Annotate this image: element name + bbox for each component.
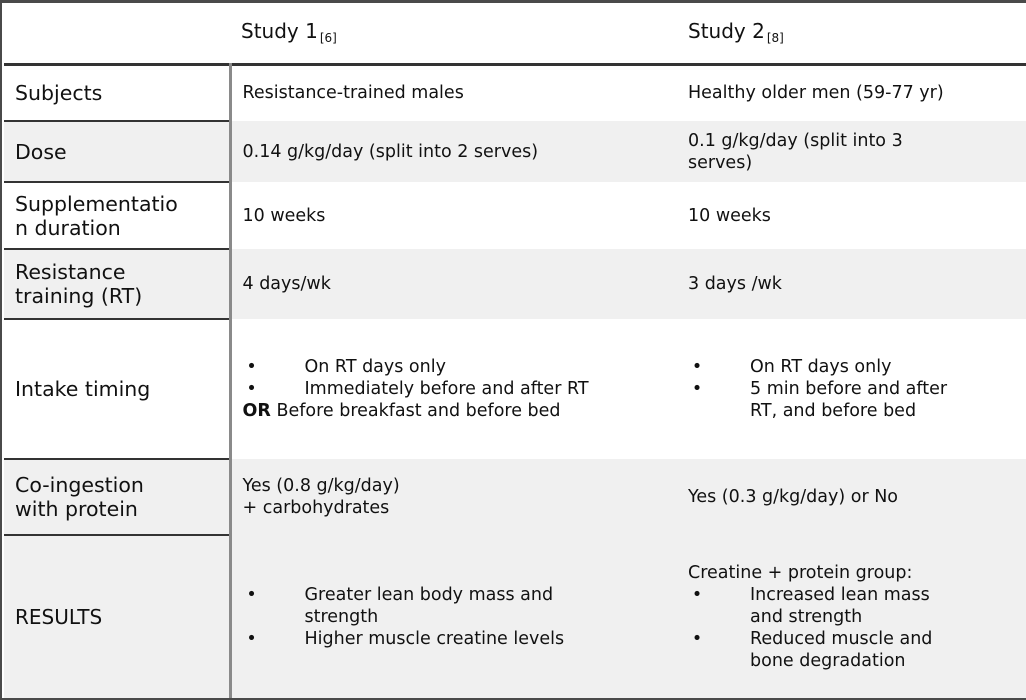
study2-result-1-line1: Increased lean mass [750, 584, 930, 605]
study2-intake-timing [676, 319, 1026, 459]
study1-subjects: Resistance-trained males [242, 83, 464, 104]
table-row-supplementation [4, 182, 1026, 249]
row-label-resistance-training [4, 249, 230, 319]
study2-result-2-line2: bone degradation [750, 650, 906, 671]
row-label-intake-timing: Intake timing [4, 319, 230, 459]
study2-results-list [688, 584, 1024, 672]
study2-intake-item-2-line2: RT, and before bed [750, 401, 917, 421]
list-item [688, 378, 1024, 422]
study1-coingestion [230, 459, 676, 535]
study1-coingestion-line2: + carbohydrates [242, 498, 390, 518]
study1-intake-alternative-text: Before breakfast and before bed [276, 401, 561, 421]
study2-intake-item-1: On RT days only [750, 357, 892, 377]
study2-subjects: Healthy older men (59-77 yr) [688, 83, 944, 104]
study1-supplementation: 10 weeks [242, 205, 326, 226]
study2-resistance-training: 3 days /wk [676, 249, 1026, 319]
bullet-icon: • [246, 357, 257, 377]
coingestion-label-line2: with protein [15, 497, 138, 521]
study1-ref: [6] [319, 30, 337, 45]
table-row-intake-timing [4, 319, 1026, 459]
study2-result-1-line2: and strength [750, 606, 863, 627]
study2-header [676, 6, 1026, 64]
study2-dose [676, 121, 1026, 182]
list-item [243, 584, 673, 628]
row-label-results: RESULTS [4, 535, 230, 698]
list-item [243, 628, 673, 650]
row-label-subjects: Subjects [4, 64, 230, 121]
study2-ref: [8] [766, 30, 784, 45]
bullet-icon: • [246, 628, 257, 649]
supplementation-label-line1: Supplementatio [15, 191, 178, 216]
list-item [243, 378, 673, 400]
table-header-row [4, 6, 1026, 64]
comparison-table [4, 6, 1026, 698]
table-row-coingestion [4, 459, 1026, 535]
bullet-icon: • [246, 379, 257, 399]
or-keyword: OR [242, 401, 271, 421]
table-row-results [4, 535, 1026, 698]
study2-results [676, 535, 1026, 698]
study2-results-heading: Creatine + protein group: [688, 562, 913, 583]
study2-supplementation: 10 weeks [688, 205, 771, 226]
list-item [688, 584, 1024, 628]
list-item [688, 356, 1024, 378]
table-row-dose [4, 121, 1026, 182]
table-row-subjects [4, 64, 1026, 121]
study1-results-list [243, 584, 673, 650]
table-row-resistance-training [4, 249, 1026, 319]
study2-title: Study 2 [688, 18, 765, 43]
study2-intake-list [688, 356, 1024, 422]
study1-intake-alternative [243, 400, 673, 422]
rt-label-line2: training (RT) [15, 284, 143, 308]
study1-result-1-line2: strength [304, 606, 379, 627]
bullet-icon: • [691, 357, 703, 377]
bullet-icon: • [246, 584, 257, 605]
study2-dose-line1: 0.1 g/kg/day (split into 3 [688, 130, 903, 151]
study1-coingestion-line1: Yes (0.8 g/kg/day) [242, 476, 400, 496]
study2-coingestion: Yes (0.3 g/kg/day) or No [676, 459, 1026, 535]
study2-result-2-line1: Reduced muscle and [750, 628, 933, 649]
study2-intake-item-2-line1: 5 min before and after [750, 379, 948, 399]
study1-intake-list [243, 356, 673, 400]
bullet-icon: • [691, 379, 703, 399]
row-label-dose: Dose [4, 121, 230, 182]
supplementation-label-line2: n duration [15, 215, 121, 240]
header-empty-cell [4, 6, 230, 64]
study1-result-1-line1: Greater lean body mass and [304, 584, 554, 605]
study1-dose: 0.14 g/kg/day (split into 2 serves) [230, 121, 676, 182]
row-label-coingestion [4, 459, 230, 535]
study1-resistance-training: 4 days/wk [230, 249, 676, 319]
study1-results [230, 535, 676, 698]
study1-intake-item-1: On RT days only [304, 357, 446, 377]
study2-dose-line2: serves) [688, 152, 753, 173]
study1-intake-item-2: Immediately before and after RT [304, 379, 589, 399]
list-item [243, 356, 673, 378]
list-item [688, 628, 1024, 672]
study1-title: Study 1 [241, 18, 318, 43]
row-label-supplementation [4, 182, 230, 249]
study1-intake-timing [230, 319, 676, 459]
study1-header [230, 6, 676, 64]
study1-result-2: Higher muscle creatine levels [304, 628, 565, 649]
coingestion-label-line1: Co-ingestion [15, 473, 144, 497]
bullet-icon: • [691, 584, 703, 605]
rt-label-line1: Resistance [15, 260, 126, 284]
bullet-icon: • [691, 628, 703, 649]
